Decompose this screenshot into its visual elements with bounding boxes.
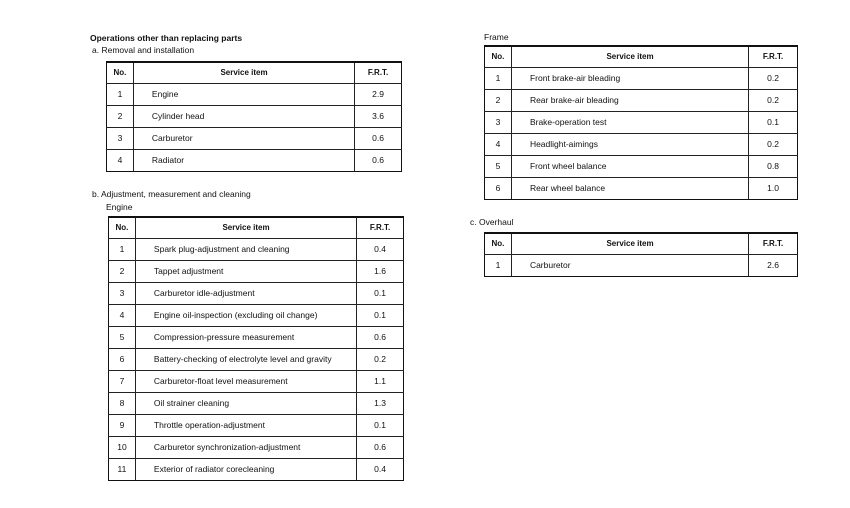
service-item: Battery-checking of electrolyte level and gravity <box>135 348 356 370</box>
service-item: Rear wheel balance <box>511 177 748 199</box>
service-item: Exterior of radiator corecleaning <box>135 458 356 480</box>
table-row <box>109 458 404 480</box>
frt-value: 0.2 <box>749 67 798 89</box>
row-number: 8 <box>109 392 136 414</box>
frt-value: 0.6 <box>357 436 404 458</box>
service-item: Carburetor <box>133 127 354 149</box>
row-number: 2 <box>107 105 134 127</box>
table-row <box>485 111 798 133</box>
frt-value: 2.6 <box>749 254 798 276</box>
service-item: Headlight-aimings <box>511 133 748 155</box>
engine-heading: Engine <box>106 202 133 212</box>
table-row <box>485 155 798 177</box>
row-number: 4 <box>485 133 512 155</box>
service-item: Rear brake-air bleading <box>511 89 748 111</box>
frt-value: 1.6 <box>357 260 404 282</box>
table-row <box>109 282 404 304</box>
row-number: 9 <box>109 414 136 436</box>
table-row <box>485 89 798 111</box>
service-item: Oil strainer cleaning <box>135 392 356 414</box>
row-number: 1 <box>485 67 512 89</box>
col-no-header: No. <box>107 62 134 83</box>
frt-value: 1.0 <box>749 177 798 199</box>
table-row <box>485 67 798 89</box>
service-item: Throttle operation-adjustment <box>135 414 356 436</box>
row-number: 5 <box>109 326 136 348</box>
table-row <box>109 436 404 458</box>
service-item: Carburetor-float level measurement <box>135 370 356 392</box>
table-row <box>109 238 404 260</box>
table-row <box>109 370 404 392</box>
service-item: Carburetor idle-adjustment <box>135 282 356 304</box>
row-number: 7 <box>109 370 136 392</box>
table-row <box>107 83 402 105</box>
service-item: Carburetor synchronization-adjustment <box>135 436 356 458</box>
frt-value: 0.1 <box>749 111 798 133</box>
row-number: 5 <box>485 155 512 177</box>
frame-table <box>484 45 798 200</box>
removal-installation-table <box>106 61 402 172</box>
frt-value: 2.9 <box>355 83 402 105</box>
frt-value: 3.6 <box>355 105 402 127</box>
table-row <box>107 149 402 171</box>
frt-value: 0.4 <box>357 458 404 480</box>
frt-value: 0.2 <box>749 133 798 155</box>
service-item: Compression-pressure measurement <box>135 326 356 348</box>
col-frt-header: F.R.T. <box>357 217 404 238</box>
table-row <box>107 105 402 127</box>
frt-value: 0.6 <box>357 326 404 348</box>
section-b-heading: b. Adjustment, measurement and cleaning <box>92 189 251 199</box>
frt-value: 0.2 <box>357 348 404 370</box>
col-frt-header: F.R.T. <box>749 233 798 254</box>
service-item: Engine <box>133 83 354 105</box>
frt-value: 0.8 <box>749 155 798 177</box>
frt-value: 0.1 <box>357 414 404 436</box>
col-service-item-header: Service item <box>511 233 748 254</box>
col-service-item-header: Service item <box>135 217 356 238</box>
col-frt-header: F.R.T. <box>355 62 402 83</box>
row-number: 11 <box>109 458 136 480</box>
service-item: Tappet adjustment <box>135 260 356 282</box>
row-number: 6 <box>485 177 512 199</box>
row-number: 1 <box>109 238 136 260</box>
col-service-item-header: Service item <box>511 46 748 67</box>
col-no-header: No. <box>485 233 512 254</box>
table-row <box>109 392 404 414</box>
service-item: Brake-operation test <box>511 111 748 133</box>
frt-value: 0.6 <box>355 127 402 149</box>
row-number: 2 <box>485 89 512 111</box>
service-item: Radiator <box>133 149 354 171</box>
table-row <box>485 133 798 155</box>
col-no-header: No. <box>485 46 512 67</box>
section-c-heading: c. Overhaul <box>470 217 514 227</box>
row-number: 2 <box>109 260 136 282</box>
frt-value: 0.2 <box>749 89 798 111</box>
row-number: 3 <box>109 282 136 304</box>
row-number: 1 <box>485 254 512 276</box>
frame-heading: Frame <box>484 32 509 42</box>
table-row <box>109 414 404 436</box>
service-item: Front wheel balance <box>511 155 748 177</box>
table-row <box>109 348 404 370</box>
col-service-item-header: Service item <box>133 62 354 83</box>
main-heading: Operations other than replacing parts <box>90 33 243 43</box>
col-frt-header: F.R.T. <box>749 46 798 67</box>
table-row <box>485 254 798 276</box>
frt-value: 1.3 <box>357 392 404 414</box>
row-number: 10 <box>109 436 136 458</box>
service-item: Cylinder head <box>133 105 354 127</box>
row-number: 3 <box>485 111 512 133</box>
col-no-header: No. <box>109 217 136 238</box>
table-row <box>485 177 798 199</box>
row-number: 4 <box>109 304 136 326</box>
service-item: Spark plug-adjustment and cleaning <box>135 238 356 260</box>
table-row <box>107 127 402 149</box>
table-row <box>109 260 404 282</box>
table-row <box>109 304 404 326</box>
row-number: 4 <box>107 149 134 171</box>
row-number: 3 <box>107 127 134 149</box>
row-number: 6 <box>109 348 136 370</box>
frt-value: 0.6 <box>355 149 402 171</box>
frt-value: 0.1 <box>357 304 404 326</box>
overhaul-table <box>484 232 798 277</box>
engine-adjustment-table <box>108 216 404 481</box>
section-a-heading: a. Removal and installation <box>92 45 195 55</box>
frt-value: 0.4 <box>357 238 404 260</box>
frt-value: 1.1 <box>357 370 404 392</box>
frt-value: 0.1 <box>357 282 404 304</box>
table-row <box>109 326 404 348</box>
service-item: Front brake-air bleading <box>511 67 748 89</box>
row-number: 1 <box>107 83 134 105</box>
service-item: Carburetor <box>511 254 748 276</box>
service-item: Engine oil-inspection (excluding oil change) <box>135 304 356 326</box>
